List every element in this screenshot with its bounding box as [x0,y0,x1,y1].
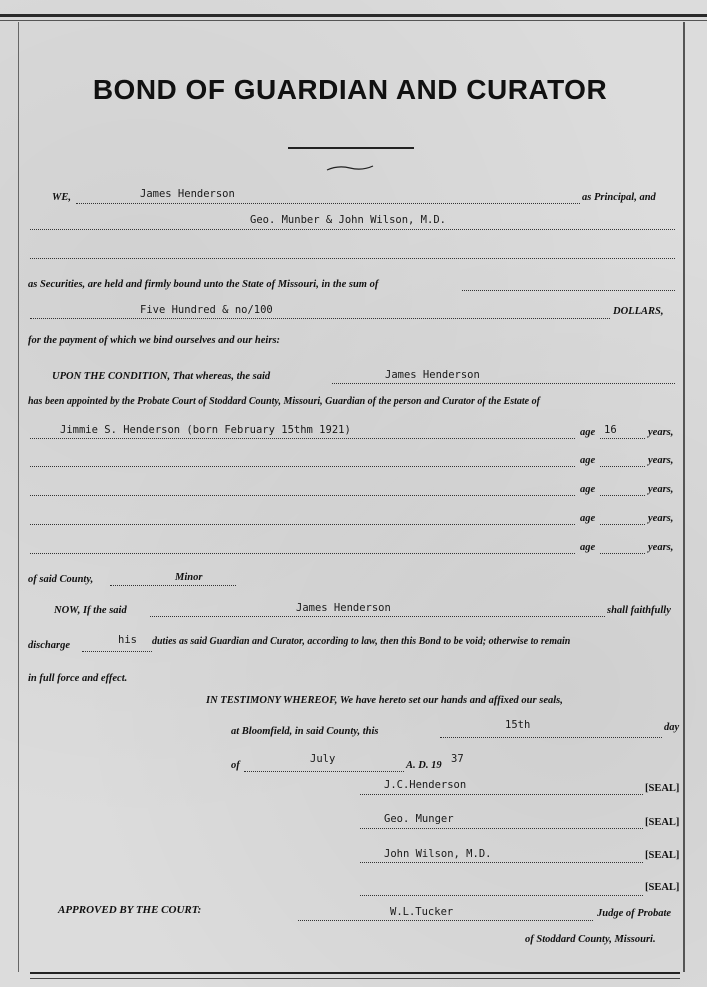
appointed-text: has been appointed by the Probate Court of Stoddard County, Missouri, Guardian of the person and Curator of the Estate of [28,396,540,407]
age-line-4 [600,524,645,525]
securities-names: Geo. Munber & John Wilson, M.D. [250,214,446,226]
minor-count-line [110,585,236,586]
we-label: WE, [52,192,71,203]
sum-amount: Five Hundred & no/100 [140,304,273,316]
ornament-swash-icon [326,164,374,172]
place-text: at Bloomfield, in said County, this [231,726,379,737]
securities-line-1 [30,229,675,230]
sum-line-a [462,290,675,291]
minor-line-2 [30,466,575,467]
pronoun-line [82,651,152,652]
sum-line [30,318,610,319]
dollars-label: DOLLARS, [613,306,664,317]
now-name-line [150,616,605,617]
testimony-text: IN TESTIMONY WHEREOF, We have hereto set our hands and affixed our seals, [206,695,563,706]
years-label-1: years, [648,427,674,438]
age-label-4: age [580,513,596,524]
as-principal-label: as Principal, and [582,192,656,203]
years-label-5: years, [648,542,674,553]
age-line-5 [600,553,645,554]
year-value: 37 [451,753,464,765]
payment-text: for the payment of which we bind ourselves and our heirs: [28,335,281,346]
seal-label-3: [SEAL] [645,850,680,861]
signature-line-2 [360,828,643,829]
right-margin-line [683,22,685,972]
signature-line-1 [360,794,643,795]
minor-age-1: 16 [604,424,617,436]
age-line-2 [600,466,645,467]
minor-label: Minor [175,572,203,583]
bottom-border [30,972,680,974]
minor-line-1 [30,438,575,439]
signer-1: J.C.Henderson [384,779,467,791]
left-margin-line [18,22,19,972]
now-name: James Henderson [296,602,391,614]
minor-line-4 [30,524,575,525]
age-label-1: age [580,427,596,438]
seal-label-1: [SEAL] [645,783,680,794]
seal-label-4: [SEAL] [645,882,680,893]
approved-label: APPROVED BY THE COURT: [58,904,202,916]
age-label-2: age [580,455,596,466]
of-label: of [231,760,240,771]
signature-line-3 [360,862,643,863]
guardian-name: James Henderson [385,369,480,381]
minor-line-3 [30,495,575,496]
age-label-5: age [580,542,596,553]
county-title: of Stoddard County, Missouri. [525,934,656,945]
day-label: day [664,722,680,733]
pronoun: his [118,634,137,646]
age-line-1 [600,438,645,439]
condition-text: UPON THE CONDITION, That whereas, the said [52,371,271,382]
signer-3: John Wilson, M.D. [384,848,492,860]
signature-line-4 [360,895,643,896]
month-value: July [310,753,336,765]
years-label-4: years, [648,513,674,524]
top-border [0,14,707,17]
county-text: of said County, [28,574,94,585]
guardian-line [332,383,675,384]
years-label-2: years, [648,455,674,466]
age-line-3 [600,495,645,496]
years-label-3: years, [648,484,674,495]
principal-line [76,203,580,204]
force-text: in full force and effect. [28,673,128,684]
day-value: 15th [505,719,531,731]
minor-line-5 [30,553,575,554]
judge-title: Judge of Probate [597,908,672,919]
ad-label: A. D. 19 [406,760,442,771]
now-text: NOW, If the said [54,605,127,616]
faithfully-text: shall faithfully [607,605,671,616]
signer-2: Geo. Munger [384,813,454,825]
month-line [244,771,404,772]
document-title: BOND OF GUARDIAN AND CURATOR [92,74,608,105]
bottom-border-thin [30,978,680,979]
age-label-3: age [580,484,596,495]
day-line [440,737,662,738]
duties-text: duties as said Guardian and Curator, according to law, then this Bond to be void; otherwise to remain [152,636,571,647]
minor-name-1: Jimmie S. Henderson (born February 15thm 1921) [60,424,351,436]
seal-label-2: [SEAL] [645,817,680,828]
principal-name: James Henderson [140,188,235,200]
judge-name: W.L.Tucker [390,906,454,918]
top-border-thin [0,20,707,21]
securities-text: as Securities, are held and firmly bound unto the State of Missouri, in the sum of [28,279,379,290]
title-rule [288,147,414,149]
judge-line [298,920,593,921]
discharge-label: discharge [28,640,70,651]
securities-line-2 [30,258,675,259]
